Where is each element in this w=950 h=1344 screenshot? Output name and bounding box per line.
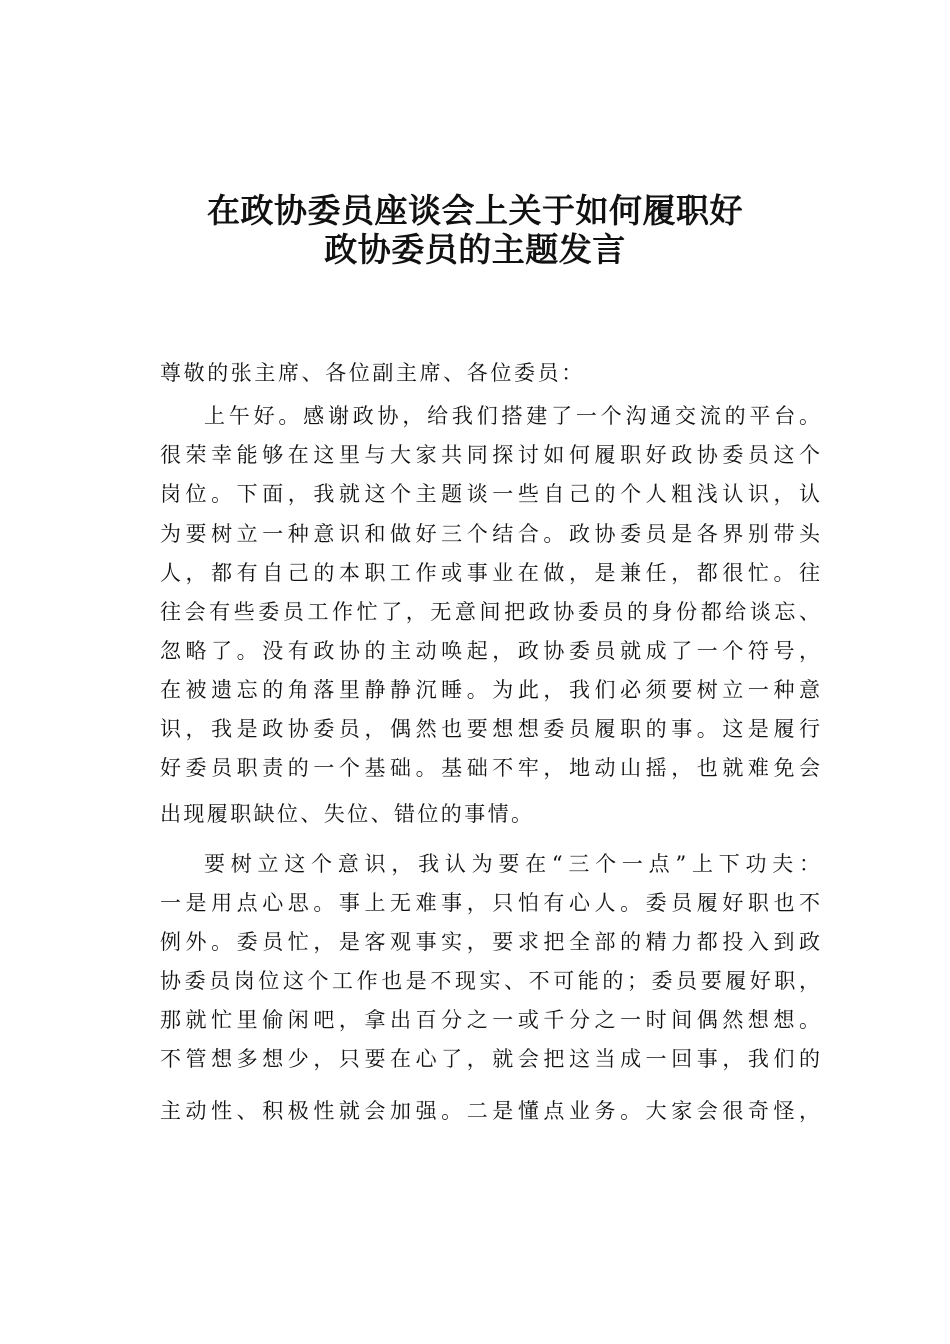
paragraph-1-line-2: 很荣幸能够在这里与大家共同探讨如何履职好政协委员这个 xyxy=(160,443,820,467)
paragraph-2-line-6: 不管想多想少，只要在心了，就会把这当成一回事，我们的 xyxy=(160,1047,820,1071)
paragraph-1-line-4: 为要树立一种意识和做好三个结合。政协委员是各界别带头 xyxy=(160,522,820,546)
paragraph-1-line-6: 往会有些委员工作忙了，无意间把政协委员的身份都给谈忘、 xyxy=(160,600,820,624)
paragraph-2-line-5: 那就忙里偷闲吧，拿出百分之一或千分之一时间偶然想想。 xyxy=(160,1008,820,1032)
paragraph-1-line-5: 人，都有自己的本职工作或事业在做，是兼任，都很忙。往 xyxy=(160,561,820,585)
paragraph-1-line-7: 忽略了。没有政协的主动唤起，政协委员就成了一个符号， xyxy=(160,639,820,663)
paragraph-1-line-8: 在被遗忘的角落里静静沉睡。为此，我们必须要树立一种意 xyxy=(160,678,820,702)
paragraph-1-line-1: 上午好。感谢政协，给我们搭建了一个沟通交流的平台。 xyxy=(204,404,820,428)
salutation: 尊敬的张主席、各位副主席、各位委员： xyxy=(160,361,585,385)
paragraph-2-line-2: 一是用点心思。事上无难事，只怕有心人。委员履好职也不 xyxy=(160,891,820,915)
paragraph-1-line-11: 出现履职缺位、失位、错位的事情。 xyxy=(160,802,535,826)
paragraph-1-line-9: 识，我是政协委员，偶然也要想想委员履职的事。这是履行 xyxy=(160,717,820,741)
paragraph-2-line-7: 主动性、积极性就会加强。二是懂点业务。大家会很奇怪， xyxy=(160,1099,820,1123)
paragraph-2-line-1: 要树立这个意识，我认为要在“三个一点”上下功夫： xyxy=(204,852,820,876)
paragraph-2-line-3: 例外。委员忙，是客观事实，要求把全部的精力都投入到政 xyxy=(160,930,820,954)
paragraph-1-line-10: 好委员职责的一个基础。基础不牢，地动山摇，也就难免会 xyxy=(160,756,820,780)
paragraph-2-line-4: 协委员岗位这个工作也是不现实、不可能的；委员要履好职， xyxy=(160,969,820,993)
document-title-line-1: 在政协委员座谈会上关于如何履职好 xyxy=(207,191,743,230)
document-title-line-2: 政协委员的主题发言 xyxy=(324,230,626,269)
paragraph-1-line-3: 岗位。下面，我就这个主题谈一些自己的个人粗浅认识，认 xyxy=(160,482,820,506)
